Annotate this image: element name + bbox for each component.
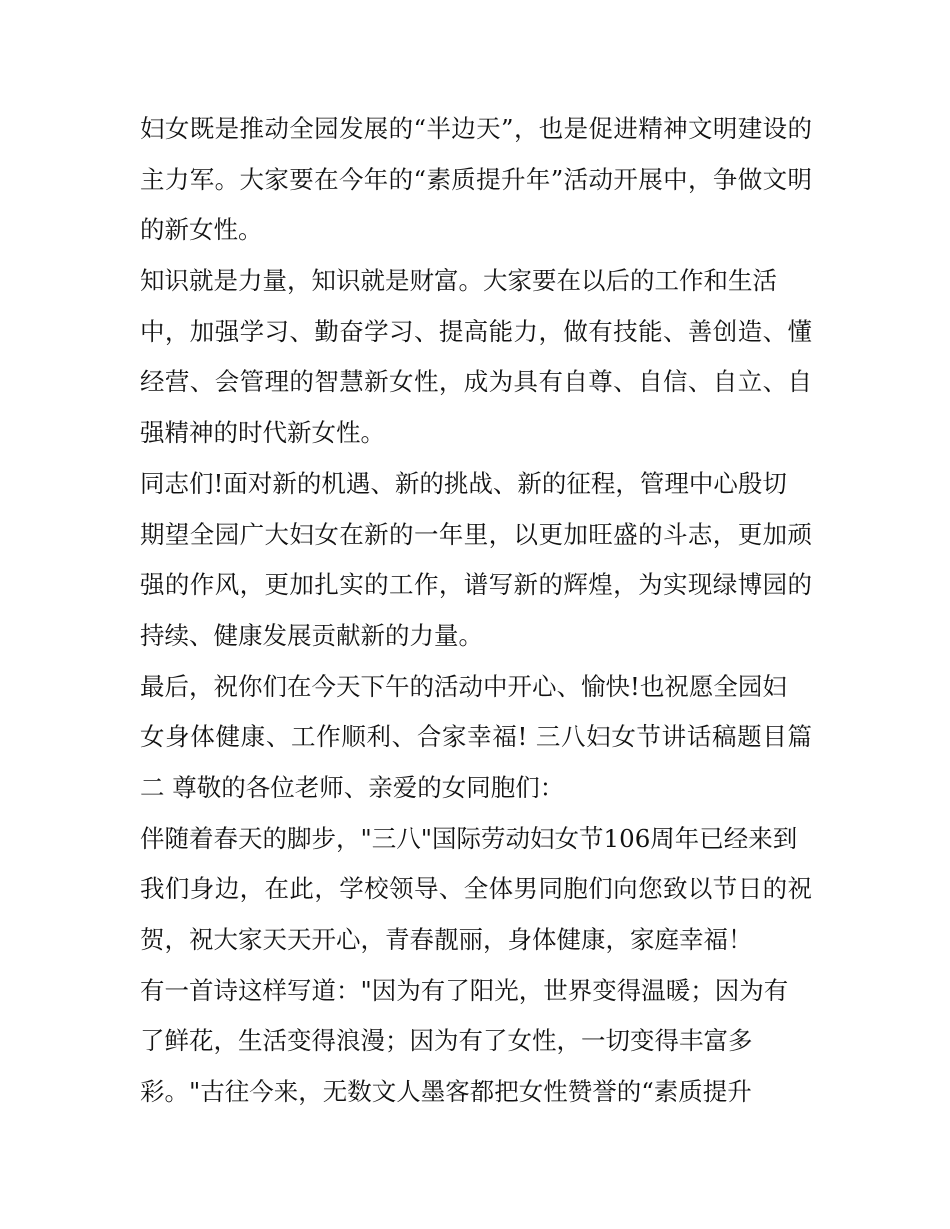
text-line: 伴随着春天的脚步，"三八"国际劳动妇女节106周年已经来到	[140, 823, 798, 853]
text-line: 彩。"古往今来，无数文人墨客都把女性赞誉的“素质提升	[140, 1077, 752, 1107]
text-line: 强的作风，更加扎实的工作，谱写新的辉煌，为实现绿博园的	[140, 570, 812, 600]
text-line: 贺，祝大家天天开心，青春靓丽，身体健康，家庭幸福！	[140, 925, 753, 954]
text-line: 最后，祝你们在今天下午的活动中开心、愉快!也祝愿全园妇	[140, 671, 787, 701]
text-line: 中，加强学习、勤奋学习、提高能力，做有技能、善创造、懂	[140, 316, 812, 346]
text-line: 主力军。大家要在今年的“素质提升年”活动开展中，争做文明	[140, 164, 812, 194]
text-line: 期望全园广大妇女在新的一年里，以更加旺盛的斗志，更加顽	[140, 519, 812, 549]
text-line: 妇女既是推动全园发展的“半边天”，也是促进精神文明建设的	[140, 114, 812, 143]
text-line: 同志们!面对新的机遇、新的挑战、新的征程，管理中心殷切	[140, 468, 787, 498]
text-line: 强精神的时代新女性。	[140, 418, 385, 448]
document-body	[140, 104, 812, 1118]
text-line: 经营、会管理的智慧新女性，成为具有自尊、自信、自立、自	[140, 367, 812, 397]
text-line: 有一首诗这样写道："因为有了阳光，世界变得温暖；因为有	[140, 975, 789, 1005]
text-line: 了鲜花，生活变得浪漫；因为有了女性，一切变得丰富多	[140, 1026, 753, 1056]
text-line: 的新女性。	[140, 215, 263, 245]
text-line: 持续、健康发展贡献新的力量。	[140, 620, 483, 650]
text-line: 知识就是力量，知识就是财富。大家要在以后的工作和生活	[140, 266, 777, 296]
text-line: 我们身边，在此，学校领导、全体男同胞们向您致以节日的祝	[140, 874, 812, 904]
text-line: 二 尊敬的各位老师、亲爱的女同胞们：	[140, 772, 565, 802]
text-line: 女身体健康、工作顺利、合家幸福! 三八妇女节讲话稿题目篇	[140, 722, 812, 752]
